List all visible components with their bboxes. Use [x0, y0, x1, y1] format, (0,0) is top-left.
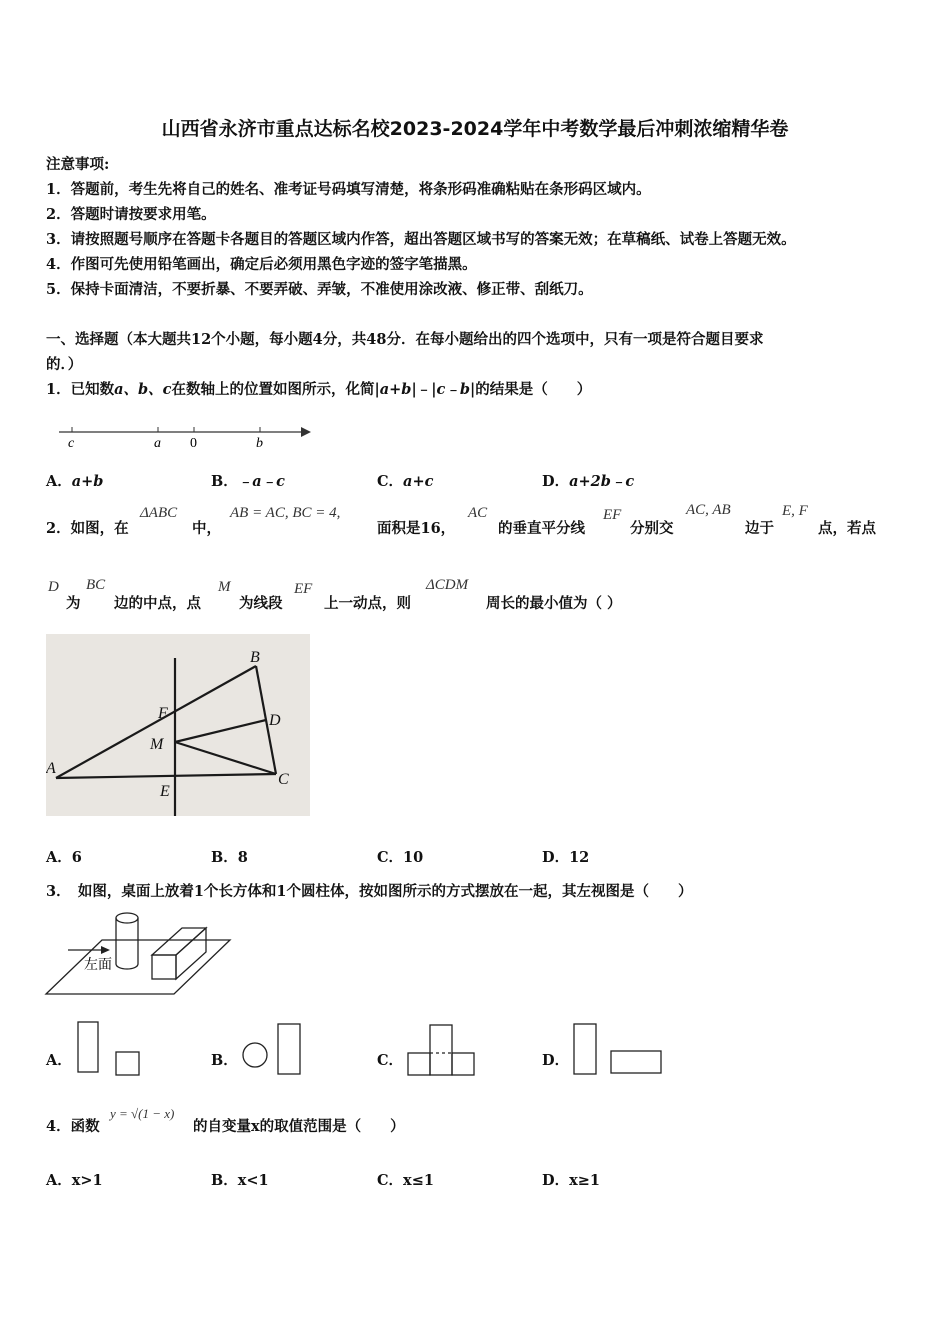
- box-top: [152, 928, 206, 955]
- cylinder-top: [116, 913, 138, 923]
- box-front: [152, 955, 176, 979]
- q2-option-c[interactable]: C．10: [377, 849, 424, 866]
- q2-math: EF: [603, 507, 622, 523]
- q2-text: 的垂直平分线: [498, 520, 585, 537]
- small-square: [116, 1052, 139, 1075]
- q2-math: AC, AB: [686, 502, 731, 518]
- tall-rectangle: [78, 1022, 98, 1072]
- notice-item: 4．作图可先使用铅笔画出，确定后必须用黑色字迹的签字笔描黑。: [46, 256, 477, 273]
- view-arrow-head: [101, 946, 110, 954]
- q4-option-b[interactable]: B．x<1: [211, 1172, 269, 1189]
- right-square: [452, 1053, 474, 1075]
- point-c-label: C: [278, 771, 289, 788]
- box-side: [176, 928, 206, 979]
- q4-option-a[interactable]: A．x>1: [46, 1172, 103, 1189]
- tall-rectangle: [574, 1024, 596, 1074]
- wide-rectangle: [611, 1051, 661, 1073]
- notice-item: 3．请按照题号顺序在答题卡各题目的答题区域内作答，超出答题区域书写的答案无效；在草稿纸、试卷上答题无效。: [46, 231, 796, 248]
- q3-option-b-figure[interactable]: [240, 1018, 304, 1078]
- q2-option-d[interactable]: D．12: [542, 849, 590, 866]
- question-3-text: 3． 如图，桌面上放着1个长方体和1个圆柱体，按如图所示的方式摆放在一起，其左视图是（ ）: [46, 883, 693, 900]
- label-a: a: [154, 436, 161, 451]
- q2-text: 周长的最小值为（ ）: [486, 595, 622, 612]
- q4-text-pre: 4．函数: [46, 1118, 100, 1135]
- solids-figure: [44, 908, 234, 998]
- question-1-text: 1．已知数a、b、c在数轴上的位置如图所示，化简|a+b|﹣|c﹣b|的结果是（ ）: [46, 381, 592, 398]
- q4-text-post: 的自变量x的取值范围是（ ）: [193, 1118, 405, 1135]
- q4-option-d[interactable]: D．x≥1: [542, 1172, 600, 1189]
- label-c: c: [68, 436, 75, 451]
- point-e-label: E: [160, 783, 170, 800]
- q3-option-c[interactable]: C．: [377, 1052, 404, 1069]
- point-b-label: B: [250, 649, 260, 666]
- q2-math: AC: [468, 505, 488, 521]
- section-heading: 一、选择题（本大题共12个小题，每小题4分，共48分．在每小题给出的四个选项中，只有一项是符合题目要求: [46, 331, 764, 348]
- q3-option-a[interactable]: A．: [46, 1052, 72, 1069]
- number-line-arrow: [301, 427, 311, 437]
- q2-text: 点，若点: [818, 520, 876, 537]
- q2-math: E, F: [782, 503, 808, 519]
- q2-text: 为线段: [239, 595, 283, 612]
- q2-text: 分别交: [630, 520, 674, 537]
- q2-text: 为: [66, 595, 81, 612]
- notice-heading: 注意事项:: [46, 156, 110, 173]
- q2-text: 边于: [745, 520, 774, 537]
- q3-option-d[interactable]: D．: [542, 1052, 570, 1069]
- point-a-label: A: [46, 760, 56, 777]
- q2-math: EF: [294, 581, 313, 597]
- q2-math: M: [218, 579, 231, 595]
- q4-formula: y = √(1 − x): [110, 1106, 175, 1121]
- q3-option-b[interactable]: B．: [211, 1052, 238, 1069]
- q2-option-a[interactable]: A．6: [46, 849, 82, 866]
- q2-text: 上一动点，则: [324, 595, 411, 612]
- label-0: 0: [190, 436, 197, 451]
- left-square: [408, 1053, 430, 1075]
- circle-shape: [243, 1043, 267, 1067]
- q2-text: 中，: [192, 520, 221, 537]
- q2-math: ΔABC: [140, 505, 178, 521]
- notice-item: 1．答题前，考生先将自己的姓名、准考证号码填写清楚，将条形码准确粘贴在条形码区域内。: [46, 181, 651, 198]
- q3-option-d-figure[interactable]: [570, 1018, 666, 1078]
- center-rectangle: [430, 1025, 452, 1075]
- q2-text: 面积是16，: [377, 520, 456, 537]
- q1-option-b[interactable]: B．﹣a﹣c: [211, 473, 285, 490]
- q2-math: D: [48, 579, 59, 595]
- notice-item: 2．答题时请按要求用笔。: [46, 206, 216, 223]
- cylinder-bottom: [116, 964, 138, 969]
- q2-math: AB = AC, BC = 4,: [230, 505, 341, 521]
- q2-option-b[interactable]: B．8: [211, 849, 248, 866]
- point-d-label: D: [269, 712, 281, 729]
- q1-option-a[interactable]: A．a+b: [46, 473, 104, 490]
- q2-math: ΔCDM: [426, 577, 469, 593]
- q1-option-c[interactable]: C．a+c: [377, 473, 434, 490]
- point-m-label: M: [150, 736, 164, 753]
- label-b: b: [256, 436, 263, 451]
- triangle-figure: [46, 634, 310, 816]
- number-line-figure: [55, 418, 317, 452]
- q2-text: 2．如图，在: [46, 520, 129, 537]
- q2-math: BC: [86, 577, 106, 593]
- q2-text: 边的中点，点: [114, 595, 201, 612]
- tall-rectangle: [278, 1024, 300, 1074]
- point-f-label: F: [158, 705, 168, 722]
- left-view-label: 左面: [84, 958, 112, 973]
- q1-option-d[interactable]: D．a+2b﹣c: [542, 473, 635, 490]
- q3-option-c-figure[interactable]: [405, 1020, 479, 1080]
- page-title: 山西省永济市重点达标名校2023-2024学年中考数学最后冲刺浓缩精华卷: [161, 118, 789, 140]
- q4-option-c[interactable]: C．x≤1: [377, 1172, 434, 1189]
- section-heading-cont: 的．）: [46, 356, 83, 373]
- q3-option-a-figure[interactable]: [76, 1018, 144, 1078]
- notice-item: 5．保持卡面清洁，不要折暴、不要弄破、弄皱，不准使用涂改液、修正带、刮纸刀。: [46, 281, 593, 298]
